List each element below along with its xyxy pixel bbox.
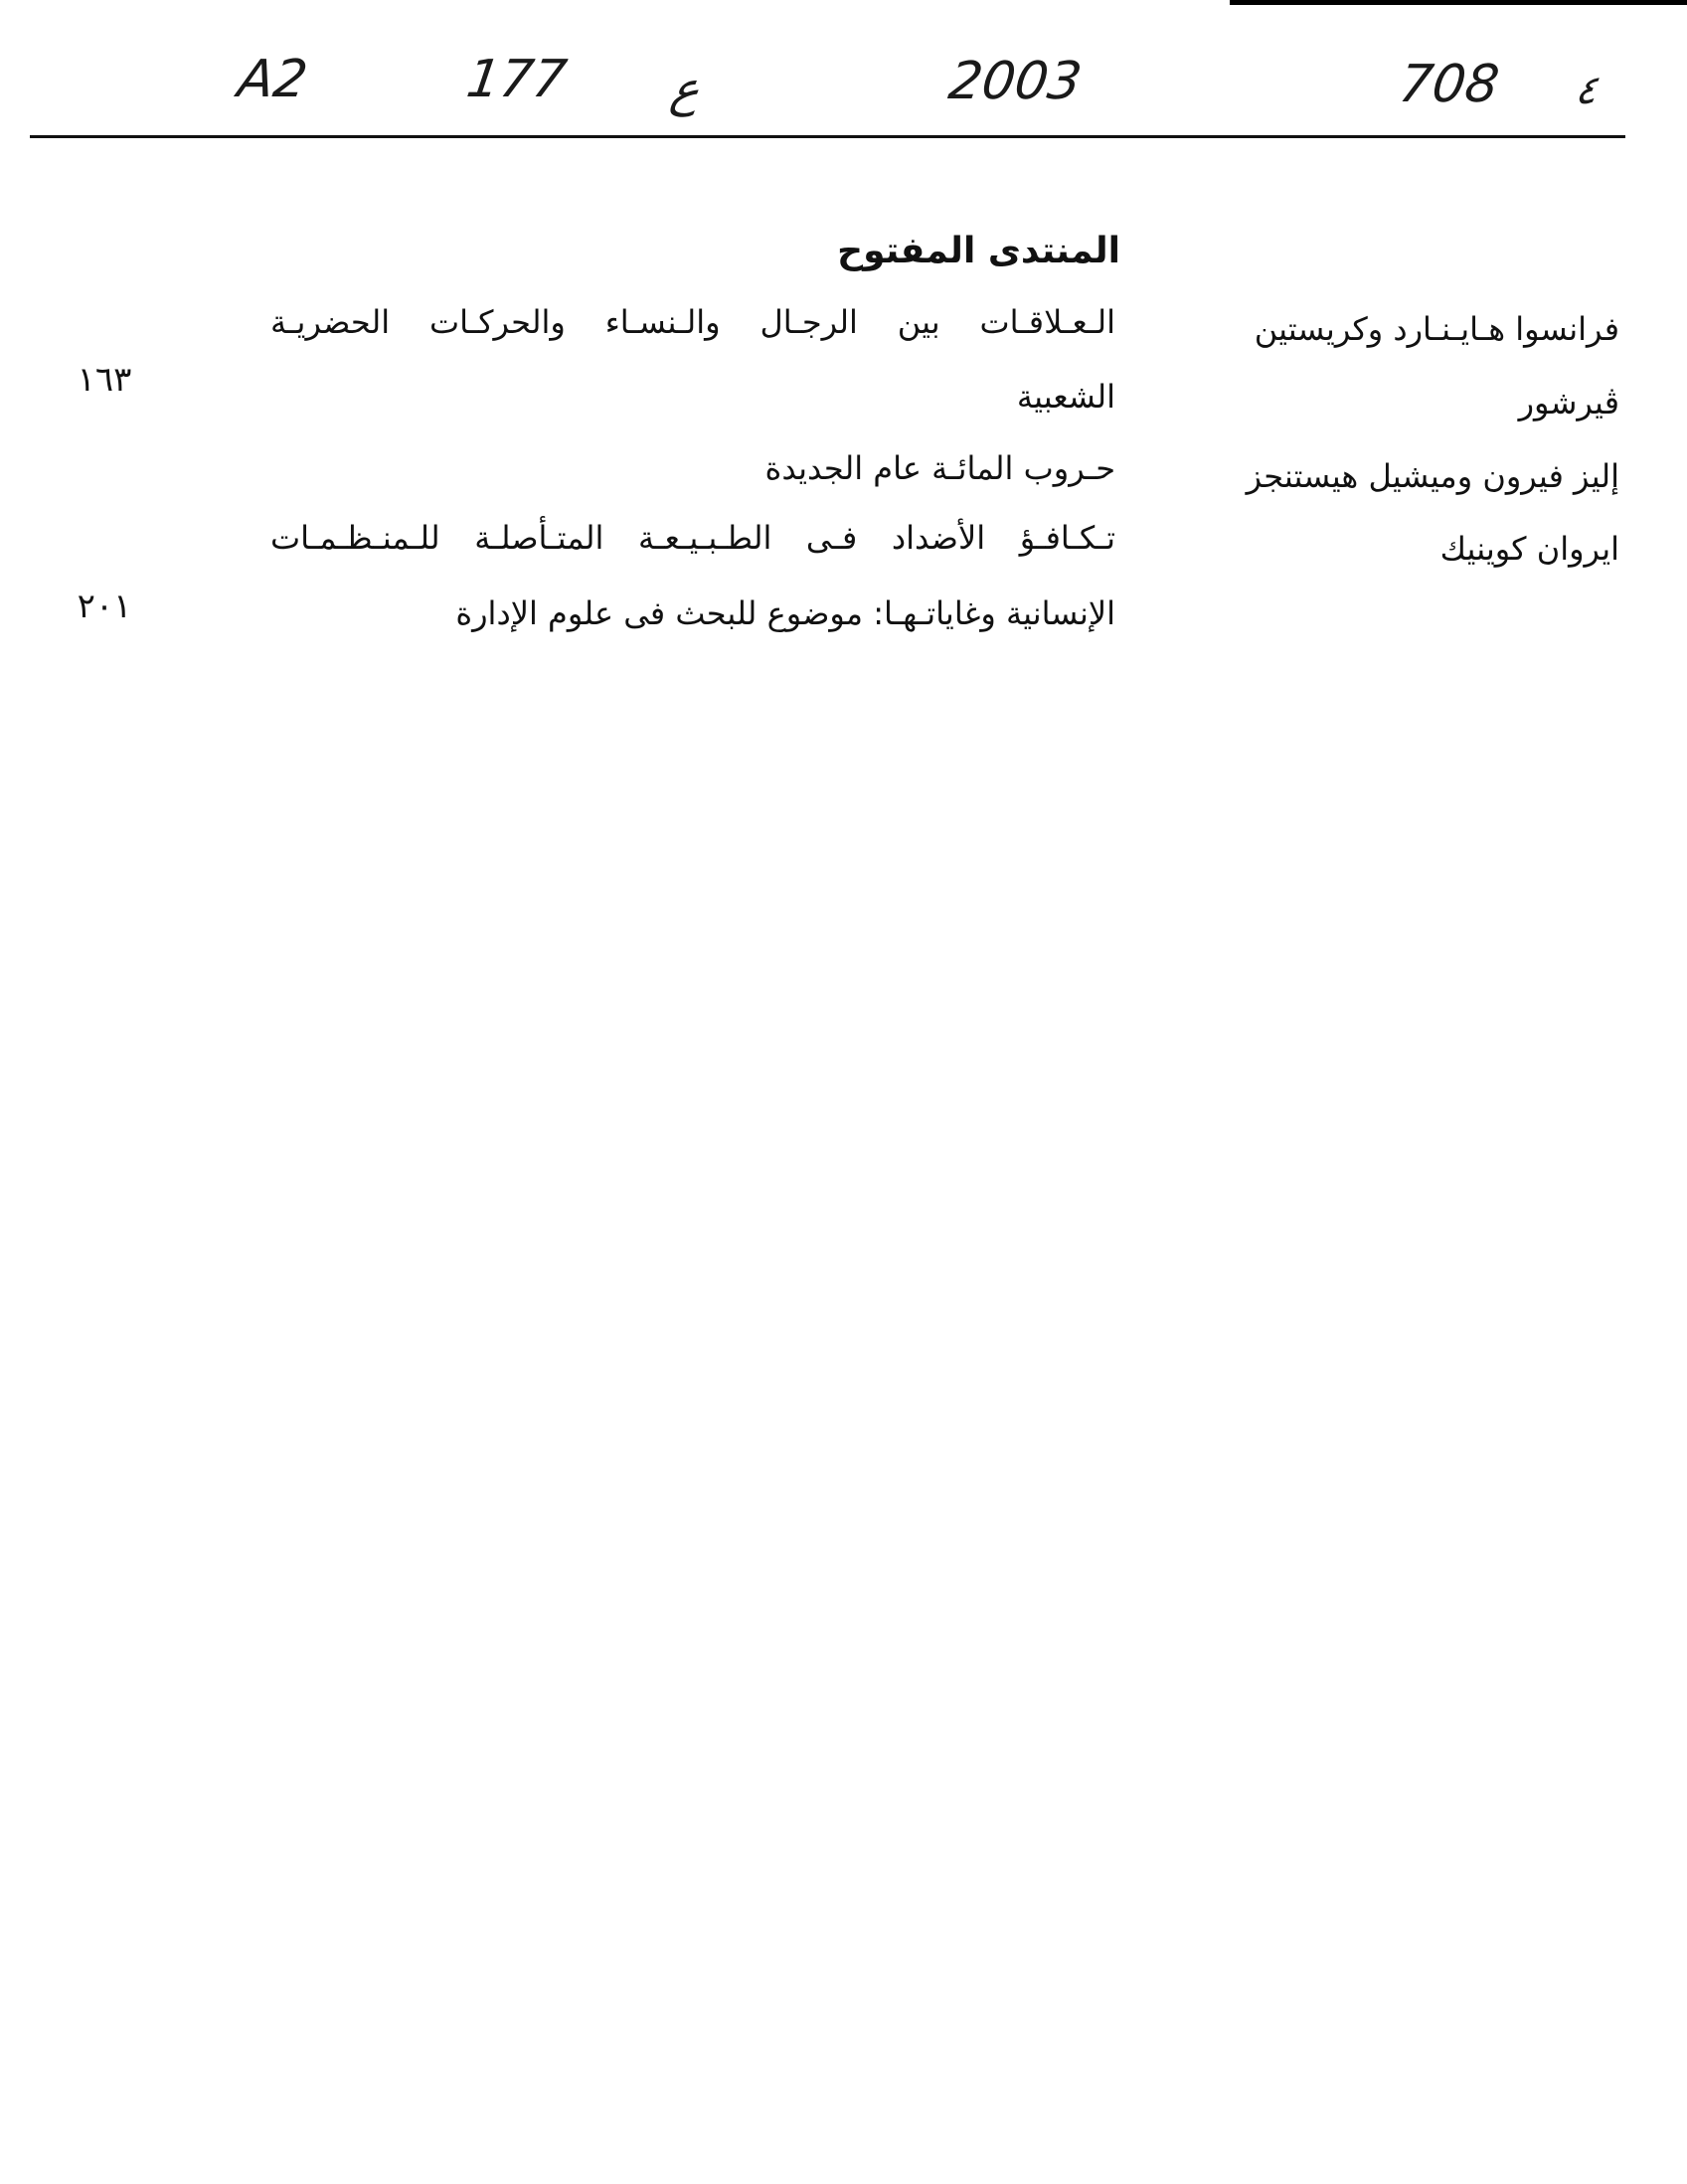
handwritten-code: A2 — [234, 50, 311, 109]
handwritten-number: 177 — [462, 50, 571, 109]
page-number: ١٦٣ — [77, 360, 132, 400]
entry-author: فرانسوا هـايـنـارد وكريستين — [1254, 310, 1619, 348]
entry-author: إليز فيرون وميشيل هيستنجز — [1246, 457, 1619, 495]
scan-edge-mark — [1230, 0, 1687, 5]
entry-title: الشعبية — [1016, 378, 1115, 416]
handwritten-year: 2003 — [944, 52, 1086, 111]
entry-title: تـكـافـؤ الأضداد فـى الطـبـيـعـة المتـأصلـة للـمنـظـمـات — [270, 519, 1115, 557]
section-title: المنتدى المفتوح — [837, 231, 1120, 271]
handwritten-number: 708 — [1395, 55, 1503, 114]
entry-author: ڤيرشور — [1518, 384, 1619, 421]
handwritten-digit: ٤ — [1572, 68, 1601, 113]
entry-title: الـعـلاقـات بين الرجـال والـنسـاء والحركـات الحضريـة — [270, 303, 1115, 341]
page-number: ٢٠١ — [77, 587, 132, 626]
header-rule — [30, 135, 1625, 138]
handwritten-letter: ع — [667, 62, 704, 117]
entry-author: ايروان كوينيك — [1439, 530, 1619, 568]
entry-title: الإنسانية وغاياتـهـا: موضوع للبحث فى علوم الإدارة — [455, 594, 1115, 632]
entry-title: حـروب المائـة عام الجديدة — [764, 449, 1115, 487]
